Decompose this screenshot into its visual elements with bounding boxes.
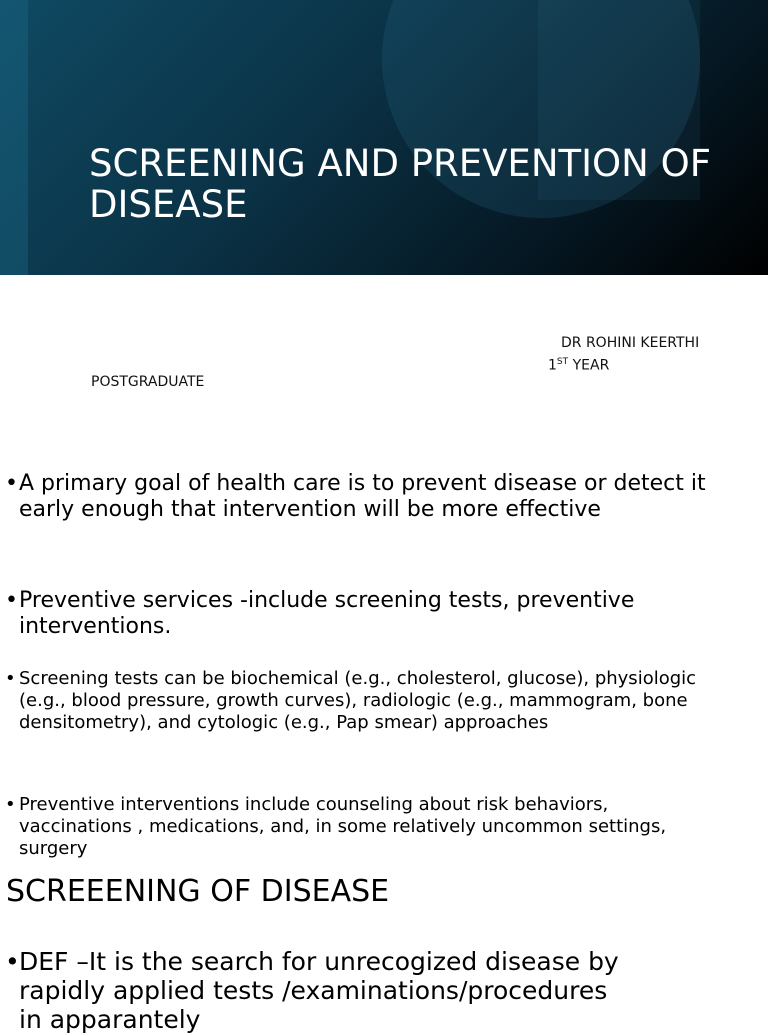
author-role: POSTGRADUATE: [91, 374, 205, 390]
bullet-text: Screening tests can be biochemical (e.g., cholesterol, glucose), physiologic (e.g., blood pressure, growth curves), radiologic (e.g., mammogram, bone densitometry), and cytologic (e.g., Pap smear) approaches: [19, 668, 697, 733]
decorative-band: [0, 0, 28, 275]
bullet-item: [5, 794, 705, 860]
author-year: [548, 357, 609, 374]
slide-title: SCREENING AND PREVENTION OF DISEASE: [89, 142, 711, 226]
bullet-text: DEF –It is the search for unrecogized disease by rapidly applied tests /examinations/procedures in apparantely: [19, 947, 619, 1034]
bullet-text: Preventive interventions include counseling about risk behaviors, vaccinations , medications, and, in some relatively uncommon settings, surgery: [19, 794, 667, 859]
bullet-marker: •: [5, 588, 18, 613]
title-slide: [0, 0, 768, 275]
bullet-marker: •: [5, 947, 20, 976]
bullet-item: [5, 588, 745, 639]
section-heading: SCREEENING OF DISEASE: [6, 874, 390, 909]
author-name: DR ROHINI KEERTHI: [561, 335, 700, 351]
bullet-marker: •: [5, 471, 18, 496]
bullet-item: [5, 668, 745, 734]
bullet-marker: •: [5, 668, 16, 689]
author-year-superscript: ST: [556, 357, 569, 367]
author-year-label: YEAR: [568, 357, 610, 374]
bullet-text: Preventive services -include screening tests, preventive interventions.: [19, 588, 635, 639]
bullet-item: [5, 471, 745, 522]
bullet-text: A primary goal of health care is to prevent disease or detect it early enough that intervention will be more effective: [19, 471, 706, 522]
author-year-number: 1: [548, 357, 557, 374]
bullet-marker: •: [5, 794, 16, 815]
bullet-item: [5, 947, 635, 1034]
